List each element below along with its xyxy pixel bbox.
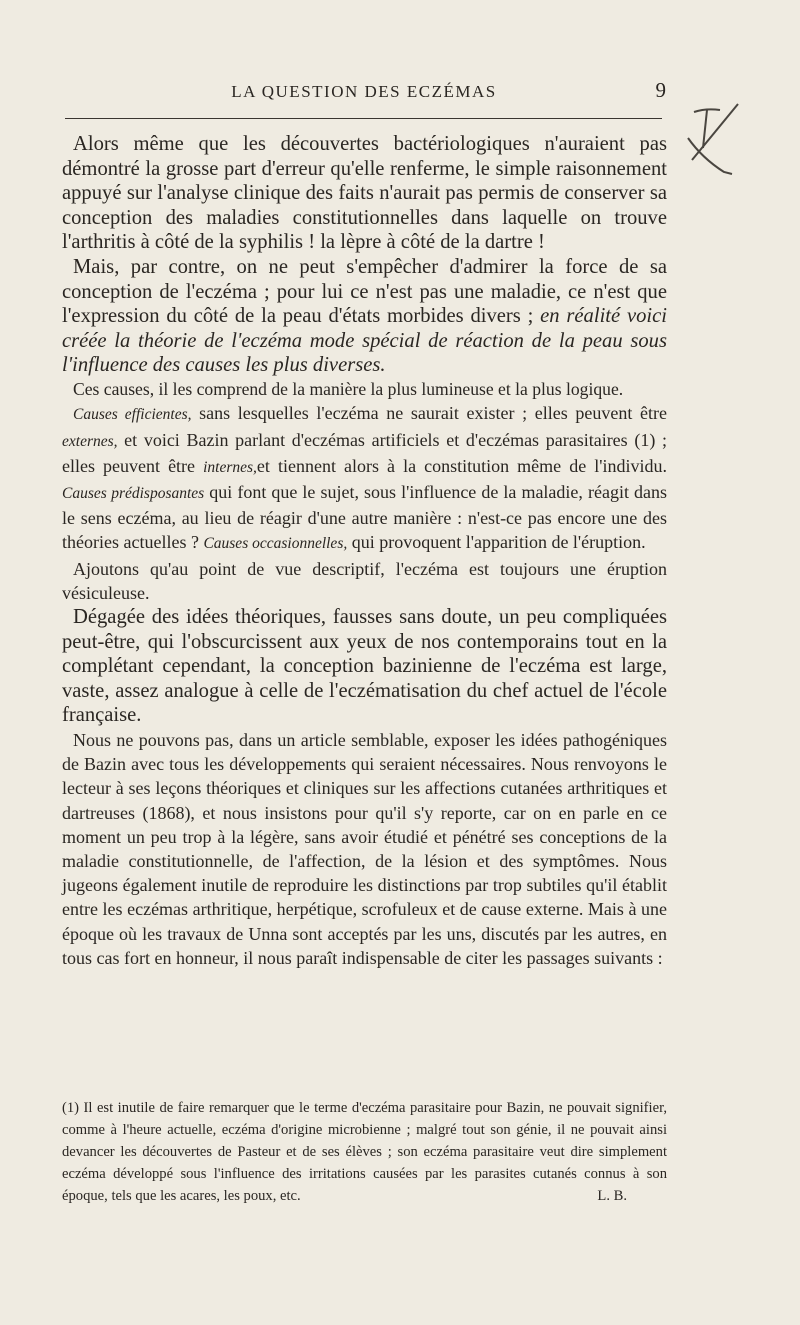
footnote-signature: L. B. bbox=[597, 1188, 627, 1204]
header-rule bbox=[65, 118, 662, 119]
page-header bbox=[62, 78, 666, 108]
paragraph-4 bbox=[62, 401, 667, 556]
term-causes-efficientes: Causes efficientes, bbox=[73, 406, 192, 424]
paragraph-2-italic: en réalité voici créée la théorie de l'eczéma mode spécial de réaction de la peau sous l'influence des causes les plus diverses. bbox=[62, 305, 667, 377]
paragraph-4-text-c: et tiennent alors à la constitution même de l'individu. bbox=[256, 455, 667, 476]
paragraph-7: Nous ne pouvons pas, dans un article semblable, exposer les idées pathogéniques de Bazin avec tous les développements qui seraient nécessaires. Nous renvoyons le lecteur à ses leçons théoriques et cliniques sur les affections cutanées arthritiques et dartreuses (1868), et nous insistons pour qu'il s'y reporte, car on en parle en ce moment un peu trop à la légère, sans avoir étudié et pénétré ses conceptions de la maladie constitutionnelle, de l'affection, de la lésion et des symptômes. Nous jugeons également inutile de reproduire les distinctions par trop subtiles qu'il établit entre les eczémas arthritique, herpétique, scrofuleux et de cause externe. Mais à une époque où les travaux de Unna sont acceptés par les uns, discutés par les autres, en tous cas fort en honneur, il nous paraît indispensable de citer les passages suivants : bbox=[62, 729, 667, 968]
paragraph-4-text-e: qui provoquent l'apparition de l'éruption. bbox=[347, 532, 646, 553]
footnote-text: (1) Il est inutile de faire remarquer que le terme d'eczéma parasitaire pour Bazin, ne pouvait signifier, comme à l'heure actuelle, eczéma d'origine microbienne ; malgré tout son génie, il ne pouvait ainsi devancer les découvertes de Pasteur et de ses élèves ; son eczéma parasitaire veut dire simplement eczéma développé sous l'influence des irritations causées par les parasites cutanés connus à son époque, tels que les acares, les poux, etc. bbox=[62, 1100, 667, 1204]
paragraph-4-text-a: sans lesquelles l'eczéma ne saurait exister ; elles peuvent être bbox=[191, 403, 667, 424]
page-number: 9 bbox=[655, 78, 666, 102]
term-causes-occasionnelles: Causes occasionnelles, bbox=[203, 535, 348, 553]
body-text bbox=[62, 132, 667, 970]
paragraph-5: Ajoutons qu'au point de vue descriptif, l'eczéma est toujours une éruption vésiculeuse. bbox=[62, 558, 667, 603]
paragraph-2 bbox=[62, 255, 667, 378]
paragraph-4-text-d: qui font que le sujet, sous l'influence de la maladie, réagit dans le sens eczéma, au lieu de réagir d'une autre manière : n'est-ce pas encore une des théories actuelles ? bbox=[62, 481, 667, 553]
paragraph-4-text-b: et voici Bazin parlant d'eczémas artificiels et d'eczémas parasitaires (1) ; elles peuvent être bbox=[62, 429, 667, 476]
running-title: LA QUESTION DES ECZÉMAS bbox=[231, 82, 497, 101]
paragraph-6: Dégagée des idées théoriques, fausses sans doute, un peu compliquées peut-être, qui l'obscurcissent aux yeux de nos contemporains tout en la complétant cependant, la conception bazinienne de l'eczéma est large, vaste, assez analogue à celle de l'eczématisation du chef actuel de l'école française. bbox=[62, 605, 667, 727]
paragraph-2-start: Mais, par contre, on ne peut s'empêcher d'admirer la force de sa conception de l'eczéma ; pour lui ce n'est pas une maladie, ce n'est que l'expression du côté de la peau d'états morbides divers ; bbox=[62, 255, 667, 328]
footnote bbox=[62, 1097, 667, 1207]
term-externes: externes, bbox=[62, 432, 118, 450]
paragraph-3: Ces causes, il les comprend de la manière la plus lumineuse et la plus logique. bbox=[73, 378, 624, 399]
term-causes-predisposantes: Causes prédisposantes bbox=[62, 484, 205, 502]
paragraph-1: Alors même que les découvertes bactériologiques n'auraient pas démontré la grosse part d'erreur qu'elle renferme, le simple raisonnement appuyé sur l'analyse clinique des faits n'aurait pas permis de conserver sa conception des maladies constitutionnelles dans laquelle on trouve l'arthritis à côté de la syphilis ! la lèpre à côté de la dartre ! bbox=[62, 133, 667, 254]
handwritten-mark-icon bbox=[672, 100, 752, 190]
term-internes: internes, bbox=[203, 458, 257, 476]
